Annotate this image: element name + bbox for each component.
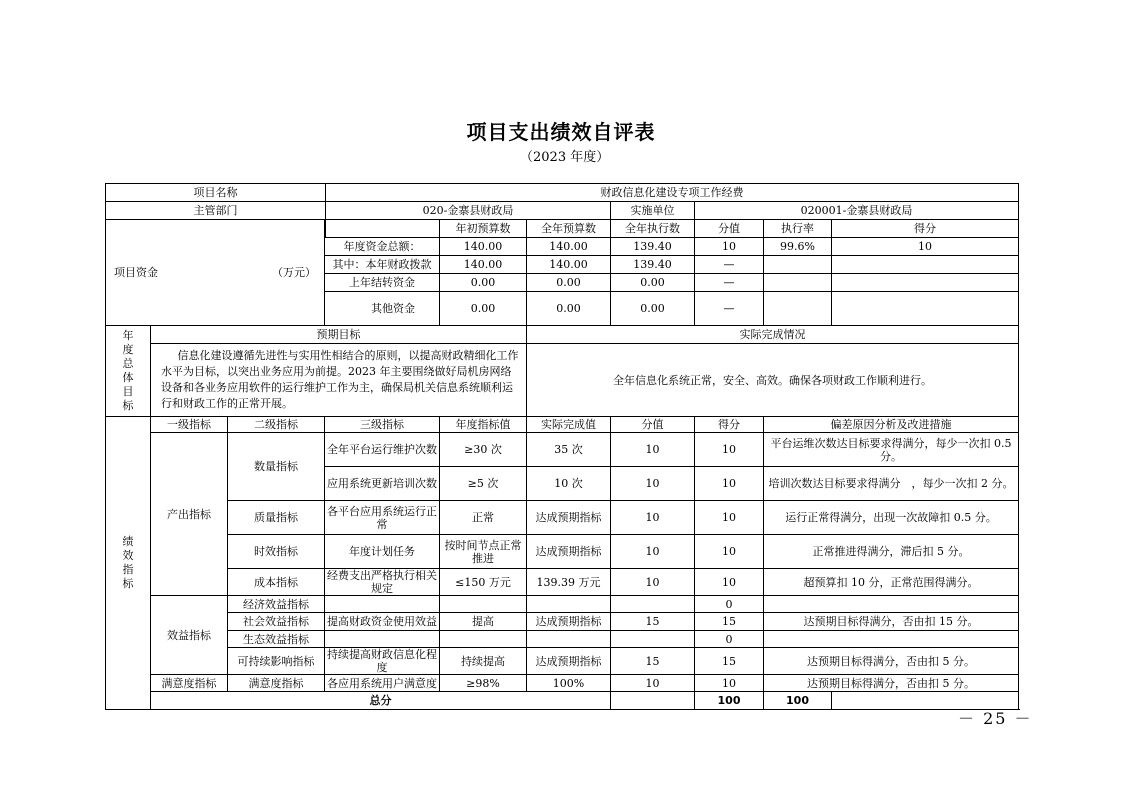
perf-header: 实际完成值 (527, 417, 611, 433)
target-value: 按时间节点正常推进 (440, 535, 527, 569)
target-value (440, 596, 527, 613)
performance-header-row (106, 417, 1019, 433)
funds-cell: 10 (695, 238, 764, 256)
l3-indicator: 应用系统更新培训次数 (325, 467, 440, 501)
score: 10 (695, 675, 764, 692)
score: 15 (695, 613, 764, 631)
l2-indicator: 成本指标 (228, 569, 325, 596)
l3-indicator: 年度计划任务 (325, 535, 440, 569)
funds-header: 分值 (695, 220, 764, 238)
note: 达预期目标得满分，否由扣 5 分。 (764, 675, 1019, 692)
actual-value: 35 次 (527, 433, 611, 467)
funds-header: 年初预算数 (440, 220, 527, 238)
note (764, 631, 1019, 648)
expected-goal-header: 预期目标 (151, 326, 527, 344)
score: 10 (695, 569, 764, 596)
score: 10 (695, 535, 764, 569)
l2-indicator: 经济效益指标 (228, 596, 325, 613)
funds-row-label: 上年结转资金 (325, 274, 440, 292)
score: 10 (695, 433, 764, 467)
l2-indicator: 满意度指标 (228, 675, 325, 692)
target-value: ≥98% (440, 675, 527, 692)
target-value: ≤150 万元 (440, 569, 527, 596)
actual-value: 139.39 万元 (527, 569, 611, 596)
perf-header: 二级指标 (228, 417, 325, 433)
note (764, 596, 1019, 613)
perf-header: 三级指标 (325, 417, 440, 433)
project-name-row (106, 184, 1019, 202)
funds-unit: （万元） (272, 266, 316, 279)
dept-value: 020-金寨县财政局 (326, 202, 611, 220)
funds-row-label: 其中：本年财政拨款 (325, 256, 440, 274)
dept-label: 主管部门 (106, 202, 326, 220)
indicator-row (106, 675, 1019, 692)
score: 0 (695, 631, 764, 648)
funds-cell: 0.00 (611, 274, 695, 292)
goals-label-cell (106, 326, 151, 417)
indicator-row (106, 648, 1019, 675)
l3-indicator: 各平台应用系统运行正常 (325, 501, 440, 535)
actual-value (527, 631, 611, 648)
other-funds-label: 其他资金 (371, 301, 415, 315)
total-label: 总分 (151, 692, 611, 710)
target-value: 持续提高 (440, 648, 527, 675)
indicator-row (106, 433, 1019, 467)
note: 运行正常得满分，出现一次故障扣 0.5 分。 (764, 501, 1019, 535)
note: 平台运维次数达目标要求得满分，每少一次扣 0.5 分。 (764, 433, 1019, 467)
impl-value: 020001-金寨县财政局 (695, 202, 1019, 220)
score-value: 10 (611, 535, 695, 569)
funds-cell: — (695, 292, 764, 326)
note: 达预期目标得满分，否由扣 15 分。 (764, 613, 1019, 631)
funds-cell: 140.00 (440, 238, 527, 256)
l2-indicator: 社会效益指标 (228, 613, 325, 631)
actual-value: 达成预期指标 (527, 535, 611, 569)
total-score: 100 (764, 692, 832, 710)
funds-label: 项目资金 (114, 266, 158, 279)
l3-indicator: 各应用系统用户满意度 (325, 675, 440, 692)
project-name-label: 项目名称 (106, 184, 326, 202)
actual-value: 达成预期指标 (527, 501, 611, 535)
score: 0 (695, 596, 764, 613)
project-name-value: 财政信息化建设专项工作经费 (326, 184, 1019, 202)
perf-header: 一级指标 (151, 417, 228, 433)
perf-header: 分值 (611, 417, 695, 433)
score: 15 (695, 648, 764, 675)
indicator-row (106, 501, 1019, 535)
funds-cell: 0.00 (440, 274, 527, 292)
note: 超预算扣 10 分，正常范围得满分。 (764, 569, 1019, 596)
goals-header-row (106, 326, 1019, 344)
target-value: ≥5 次 (440, 467, 527, 501)
perf-header: 偏差原因分析及改进措施 (764, 417, 1019, 433)
funds-header-blank-2 (326, 220, 440, 238)
indicator-row (106, 569, 1019, 596)
funds-cell: 0.00 (527, 274, 611, 292)
document-subtitle: （2023 年度） (520, 150, 610, 165)
note: 达预期目标得满分，否由扣 5 分。 (764, 648, 1019, 675)
target-value: 正常 (440, 501, 527, 535)
page-number: － 25 － (958, 709, 1033, 728)
funds-cell: 0.00 (611, 292, 695, 326)
funds-row-label (325, 292, 440, 326)
impl-label: 实施单位 (611, 202, 695, 220)
perf-header: 得分 (695, 417, 764, 433)
actual-value: 达成预期指标 (527, 613, 611, 631)
actual-value (527, 596, 611, 613)
funds-cell: — (695, 256, 764, 274)
indicator-row (106, 535, 1019, 569)
funds-cell (764, 274, 832, 292)
funds-label-cell (106, 220, 325, 326)
actual-value: 达成预期指标 (527, 648, 611, 675)
funds-cell: 139.40 (611, 238, 695, 256)
perf-header: 年度指标值 (440, 417, 527, 433)
funds-header: 全年执行数 (611, 220, 695, 238)
score-value: 15 (611, 648, 695, 675)
score-value: 10 (611, 675, 695, 692)
funds-cell: 10 (832, 238, 1019, 256)
score-value (611, 596, 695, 613)
l2-indicator: 可持续影响指标 (228, 648, 325, 675)
l3-indicator: 经费支出严格执行相关规定 (325, 569, 440, 596)
performance-label: 绩效指标 (122, 535, 134, 590)
l2-indicator: 生态效益指标 (228, 631, 325, 648)
target-value (440, 631, 527, 648)
total-row (106, 692, 1019, 710)
funds-cell (832, 256, 1019, 274)
note: 正常推进得满分，滞后扣 5 分。 (764, 535, 1019, 569)
funds-header: 执行率 (764, 220, 832, 238)
l3-indicator: 全年平台运行维护次数 (325, 433, 440, 467)
quantity-indicator-label: 数量指标 (228, 433, 325, 501)
funds-header: 得分 (832, 220, 1019, 238)
score: 10 (695, 467, 764, 501)
actual-value: 100% (527, 675, 611, 692)
score-value (611, 631, 695, 648)
l3-indicator: 提高财政资金使用效益 (325, 613, 440, 631)
funds-cell: 139.40 (611, 256, 695, 274)
funds-cell (764, 256, 832, 274)
score-value: 15 (611, 613, 695, 631)
funds-header: 全年预算数 (527, 220, 611, 238)
funds-cell: 0.00 (440, 292, 527, 326)
funds-cell: — (695, 274, 764, 292)
funds-header-row (106, 220, 1019, 238)
funds-cell (832, 274, 1019, 292)
score-value: 10 (611, 569, 695, 596)
funds-cell: 0.00 (527, 292, 611, 326)
score: 10 (695, 501, 764, 535)
score-value: 10 (611, 433, 695, 467)
indicator-row (106, 596, 1019, 613)
satisfaction-indicator-label: 满意度指标 (151, 675, 228, 692)
actual-result-text: 全年信息化系统正常，安全、高效。确保各项财政工作顺利进行。 (527, 344, 1019, 417)
document-title: 项目支出绩效自评表 (466, 120, 656, 144)
indicator-row (106, 613, 1019, 631)
expected-goal-text: 信息化建设遵循先进性与实用性相结合的原则，以提高财政精细化工作水平为目标，以突出业务应用为前提。2023 年主要围绕做好局机房网络设备和各业务应用软件的运行维护工作为主，确保局机关信息系统顺利运行和财政工作的正常开展。 (151, 344, 527, 417)
score-value: 10 (611, 467, 695, 501)
l3-indicator (325, 596, 440, 613)
l2-indicator: 时效指标 (228, 535, 325, 569)
l3-indicator: 持续提高财政信息化程度 (325, 648, 440, 675)
benefit-indicator-label: 效益指标 (151, 596, 228, 675)
department-row (106, 202, 1019, 220)
output-indicator-label: 产出指标 (151, 433, 228, 596)
total-blank (611, 692, 695, 710)
funds-cell (764, 292, 832, 326)
funds-row-label: 年度资金总额： (325, 238, 440, 256)
target-value: ≥30 次 (440, 433, 527, 467)
funds-cell: 140.00 (527, 238, 611, 256)
actual-result-header: 实际完成情况 (527, 326, 1019, 344)
indicator-row (106, 631, 1019, 648)
score-value: 10 (611, 501, 695, 535)
goals-content-row (106, 344, 1019, 417)
l3-indicator (325, 631, 440, 648)
funds-cell: 99.6% (764, 238, 832, 256)
actual-value: 10 次 (527, 467, 611, 501)
performance-table (105, 183, 1019, 710)
performance-label-cell (106, 417, 151, 710)
goals-label: 年度总体目标 (122, 329, 134, 412)
funds-cell: 140.00 (440, 256, 527, 274)
funds-cell (832, 292, 1019, 326)
l2-indicator: 质量指标 (228, 501, 325, 535)
funds-cell: 140.00 (527, 256, 611, 274)
note: 培训次数达目标要求得满分 ，每少一次扣 2 分。 (764, 467, 1019, 501)
total-score-value: 100 (695, 692, 764, 710)
target-value: 提高 (440, 613, 527, 631)
